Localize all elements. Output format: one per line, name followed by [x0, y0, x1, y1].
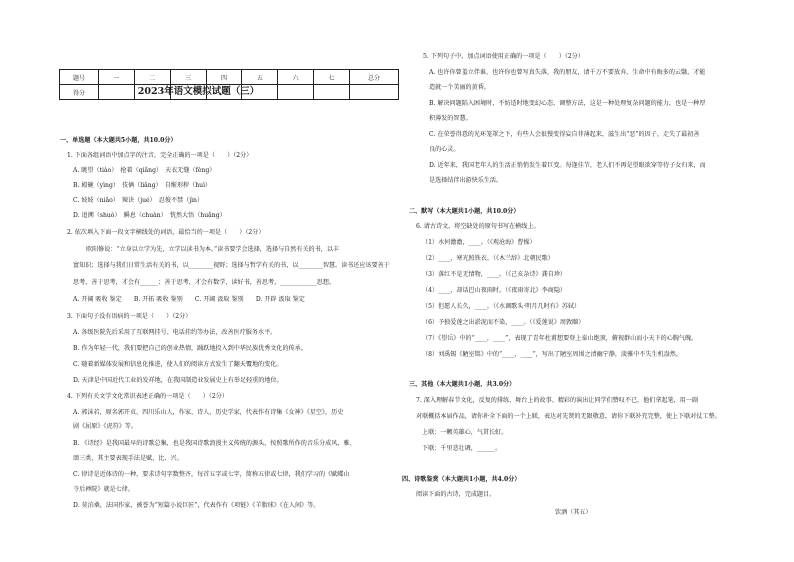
- option-text: A. 开阔 吸收 鉴定 B. 开拓 吸收 鉴别 C. 开阔 汲取 鉴别 D. 开辟 汲取 鉴定: [73, 296, 305, 303]
- passage-text: 富知识；选择与我们日常生活有关的书，以________视野；选择与哲学有关的书，以________智慧。读书还应该要善于: [73, 262, 390, 269]
- option-text: D. 追溯（shuò） 瞬息（chuàn） 恍然大悟（huǎng）: [73, 212, 226, 219]
- score-table-row: [60, 70, 399, 85]
- option-text: 剧《屈原》《虎符》等。: [73, 423, 137, 430]
- option-text: C. 律诗是近体诗的一种，要求诗句字数整齐，每首五字或七字，简称五律或七律，我们学习的《赋蝶山: [73, 471, 350, 478]
- question-text: 对联概括本届作品，请你补全下面的一个上联，表达对先贤的无限敬意，请你下联补充完整，使上下联对仗工整。: [416, 413, 721, 420]
- score-cell: [314, 85, 350, 100]
- option-text: C. 妓妓（niǎo） 辣诀（jué） 忍俊不禁（jìn）: [73, 197, 204, 204]
- blank-line: （8）刘禹锡《陋室铭》中的“____，____”，写出了陋室周围之清幽宁静，淡雅中不失生机盎然。: [422, 351, 682, 358]
- score-cell: [206, 85, 242, 100]
- score-cell: 六: [278, 70, 314, 85]
- option-text: B. 殿碗（yìng） 伎俩（liǎng） 自惭形秽（huì）: [73, 182, 212, 189]
- option-text: 寺后禅院》就是七律。: [73, 486, 134, 493]
- section-heading: 三、其他（本大题共1小题，共3.0分）: [409, 381, 516, 388]
- option-text: 良的心灵。: [429, 146, 460, 153]
- option-text: D. 天津是中国近代工业的发祥地，在我国制造业发展史上有举足轻重的地位。: [73, 377, 283, 384]
- poem-title: 饮酒（其五）: [555, 509, 592, 516]
- blank-line: （5）但愿人长久，____。（《水调歌头·明月几时有》苏轼）: [422, 303, 581, 310]
- blank-line: （7）《望岳》中的“____，____”，表现了青年杜甫想要登上泰山绝顶，俯视群山而小天下的心胸气魄。: [422, 335, 698, 342]
- question-text: 6. 请古诗文，将空缺处的原句书写在横线上。: [416, 223, 540, 230]
- question-text: 5. 下列句子中，加点词语使用正确的一项是（ ）（2分）: [423, 53, 584, 60]
- option-text: B. 《诗经》是我国最早的诗歌总集，也是我国诗歌浪漫主义传统的源头，按照歌所作的音乐分成风、雅、: [73, 440, 356, 447]
- option-text: 造就一个美丽的黄昏。: [429, 84, 490, 91]
- question-text: 2. 依次填入下面一段文字横线处的词语，最恰当的一项是（ ）（2分）: [67, 229, 265, 236]
- score-cell: [170, 85, 206, 100]
- couplet-line: 上联：一颗英雄心，气贯长虹。: [422, 429, 508, 436]
- option-text: D. 莫泊桑，法国作家，被誉为“短篇小说巨匠”，代表作有《项链》《羊脂球》《在人间》等。: [73, 502, 320, 509]
- option-text: B. 作为年轻一代，我们要把自己的创业热情，踊跃地投入到中华民族优秀文化的传承。: [73, 345, 307, 352]
- option-text: A. 郭沫若，原名郭开贞，四川乐山人，作家、诗人、历史学家，代表作有诗集《女神》《星空》，历史: [73, 409, 344, 416]
- question-text: 3. 下面句子没有语病的一项是（ ）（2分）: [67, 313, 192, 320]
- section-heading: 一、单选题（本大题共5小题，共10.0分）: [60, 137, 177, 144]
- blank-line: （1）水何澹澹，____。（《观沧海》曹操）: [422, 239, 536, 246]
- passage-text: 思考，善于思考，才会有______；善于思考，才会有数学，读好书，善思考，____________思想。: [73, 279, 336, 286]
- option-text: D. 近年来，我国老年人的生活正悄悄发生着巨变。每逢佳节，老人们不再是望眼欲穿等待子女归来，而: [429, 162, 706, 169]
- score-cell: [278, 85, 314, 100]
- couplet-line: 下联：千里悲壮调，______。: [422, 445, 502, 452]
- option-text: 颂三类，其主要表现手法是赋、比、兴。: [73, 455, 183, 462]
- option-text: B. 解决问题陷入困境时，不妨适时地变幻心态，调整方法，这是一种处理复杂问题的能力，也是一种厚: [429, 100, 706, 107]
- question-text: 7. 深入理解春节文化，反复的排练、舞台上的故事、精彩的演出让同学们赞叹不已，他们拿起笔，用一副: [416, 397, 698, 404]
- score-cell: 四: [206, 70, 242, 85]
- blank-line: （4）____，却话巴山夜雨时。（《夜雨寄北》李商隐）: [422, 287, 567, 294]
- option-text: 是选择结伴出游快乐生活。: [429, 177, 503, 184]
- option-text: 积薄发的智慧。: [429, 115, 472, 122]
- question-text: 4. 下列有关文学文化常识表述正确的一项是（ ）（2分）: [67, 393, 228, 400]
- question-text: 阅读下面的古诗，完成题目。: [416, 491, 496, 498]
- score-cell: [242, 85, 278, 100]
- score-cell: [99, 85, 135, 100]
- section-heading: 四、诗歌鉴赏（本大题共1小题，共4.0分）: [402, 476, 521, 483]
- score-cell: 三: [170, 70, 206, 85]
- score-cell: [350, 85, 399, 100]
- exam-title: 2023年语文模拟试题（三）: [137, 86, 260, 97]
- score-cell: [134, 85, 170, 100]
- option-text: A. 眺望（tiào） 抢着（qiǎng） 天衣无缝（fèng）: [73, 167, 216, 174]
- blank-line: （6）予独爱莲之出淤泥而不染，____。（《爱莲说》周敦颐）: [422, 319, 585, 326]
- score-cell: 二: [134, 70, 170, 85]
- blank-line: （3）落红不是无情物，____。（《己亥杂诗》龚自珍）: [422, 271, 567, 278]
- option-text: C. 在荣誉得意的光环笼罩之下，有些人会很慢变得妄自菲薄起来，滋生出“恶”的因子，走失了最初善: [429, 131, 700, 138]
- option-text: A. 各级医院先后采用了互联网挂号、电话挂约等办法，改善医疗服务水平。: [73, 329, 277, 336]
- passage-text: 欧阳修说：“立身以立学为先，立学以读书为本。”读书要学会选择，选择与自然有关的书，以丰: [86, 246, 340, 253]
- score-cell: 五: [242, 70, 278, 85]
- score-table: [59, 69, 399, 100]
- option-text: A. 也许你曾羞立伴谁，也许你也曾写真失落，我的朋友，请千万不要放弃，生命中有晦多的云翳，才能: [429, 69, 706, 76]
- option-text: C. 随着新媒体发展和信息化推进，使人们的阅读方式发生了翻天覆地的变化。: [73, 361, 283, 368]
- section-heading: 二、默写（本大题共1小题，共10.0分）: [409, 208, 520, 215]
- score-cell: 七: [314, 70, 350, 85]
- question-text: 1. 下面各组词语中加点字的注音，完全正确的一项是（ ）（2分）: [67, 152, 253, 159]
- score-table-row: [60, 85, 399, 100]
- score-cell: 得分: [60, 85, 99, 100]
- score-cell: 题号: [60, 70, 99, 85]
- score-cell: 一: [99, 70, 135, 85]
- score-cell: 总分: [350, 70, 399, 85]
- blank-line: （2）____，寒光照铁衣。（《木兰辞》北朝民歌）: [422, 255, 554, 262]
